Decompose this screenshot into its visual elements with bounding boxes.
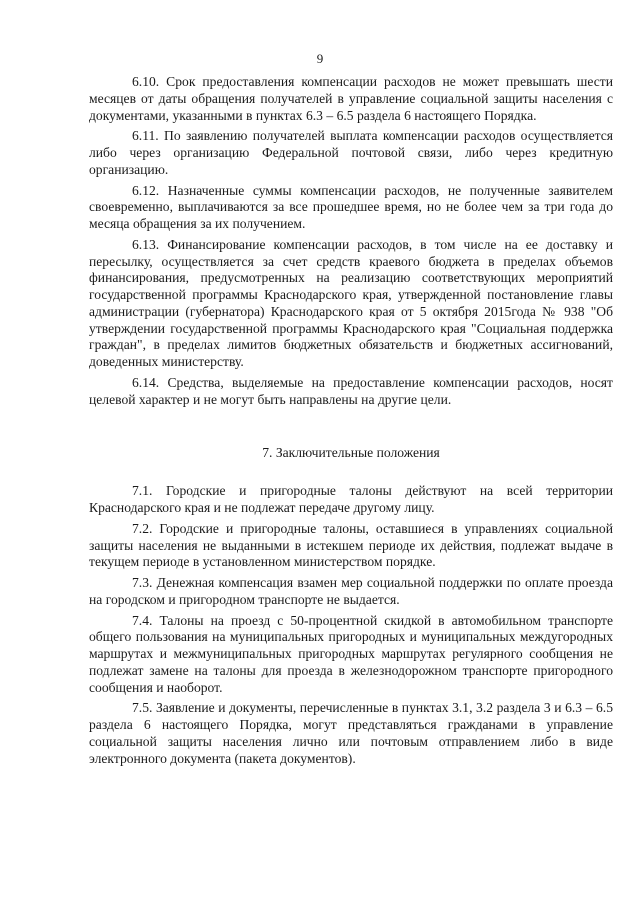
paragraph-6-14: 6.14. Средства, выделяемые на предоставление компенсации расходов, носят целевой характер и не могут быть направлены на другие цели. <box>89 374 613 407</box>
paragraph-7-5: 7.5. Заявление и документы, перечисленные в пунктах 3.1, 3.2 раздела 3 и 6.3 – 6.5 раздела 6 настоящего Порядка, могут представляться гражданами в управление социальной защиты населения лично или почтовым отправлением либо в виде электронного документа (пакета документов). <box>89 700 613 766</box>
paragraph-6-13: 6.13. Финансирование компенсации расходов, в том числе на ее доставку и пересылку, осуществляется за счет средств краевого бюджета в пределах объемов финансирования, предусмотренных на реализацию соответствующих мероприятий государственной программы Краснодарского края, утвержденной постановление главы администрации (губернатора) Краснодарского края от 5 октября 2015года № 938 "Об утверждении государственной программы Краснодарского края "Социальная поддержка граждан", в пределах лимитов бюджетных обязательств и бюджетных ассигнований, доведенных министерству. <box>89 236 613 369</box>
paragraph-6-10: 6.10. Срок предоставления компенсации расходов не может превышать шести месяцев от даты обращения получателей в управление социальной защиты населения с документами, указанными в пунктах 6.3 – 6.5 раздела 6 настоящего Порядка. <box>89 74 613 123</box>
paragraph-7-3: 7.3. Денежная компенсация взамен мер социальной поддержки по оплате проезда на городском и пригородном транспорте не выдается. <box>89 575 613 607</box>
document-body <box>89 74 613 771</box>
paragraph-6-11: 6.11. По заявлению получателей выплата компенсации расходов осуществляется либо через организацию Федеральной почтовой связи, либо через кредитную организацию. <box>89 128 613 177</box>
paragraph-6-12: 6.12. Назначенные суммы компенсации расходов, не полученные заявителем своевременно, выплачиваются за все прошедшее время, но не более чем за три года до месяца обращения за их получением. <box>89 182 613 231</box>
paragraph-7-4: 7.4. Талоны на проезд с 50-процентной скидкой в автомобильном транспорте общего пользования на муниципальных пригородных и муниципальных междугородных маршрутах и межмуниципальных пригородных маршрутах регулярного сообщения не подлежат замене на талоны для проезда в железнодорожном транспорте пригородного сообщения и наоборот. <box>89 612 613 695</box>
paragraph-7-1: 7.1. Городские и пригородные талоны действуют на всей территории Краснодарского края и не подлежат передаче другому лицу. <box>89 483 613 515</box>
paragraph-7-2: 7.2. Городские и пригородные талоны, оставшиеся в управлениях социальной защиты населения не выданными в истекшем периоде их действия, подлежат выдаче в текущем периоде в установленном министерством порядке. <box>89 520 613 570</box>
page-number: 9 <box>316 51 324 66</box>
section-heading: 7. Заключительные положения <box>262 445 440 461</box>
